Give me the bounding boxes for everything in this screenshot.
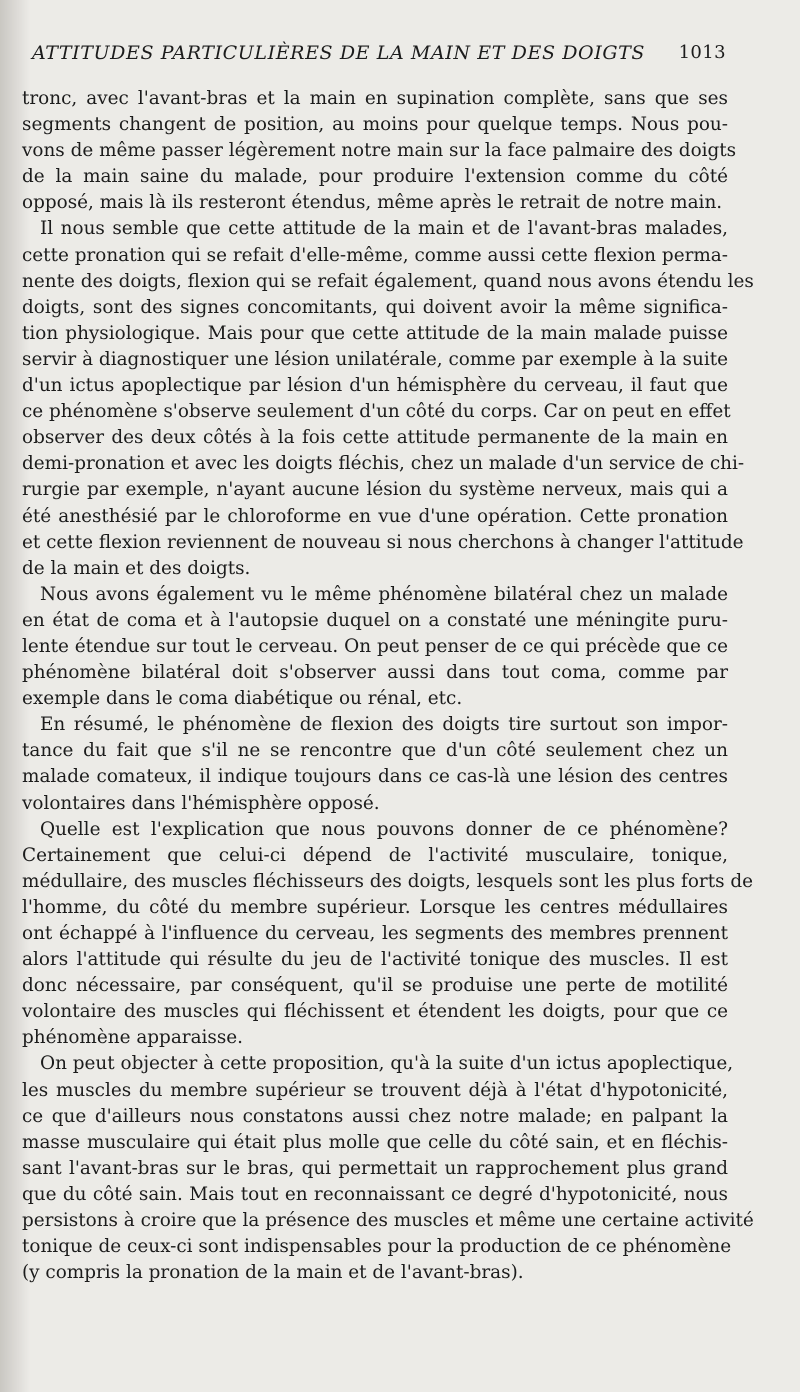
- text-line: donc nécessaire, par conséquent, qu'il se produise une perte de motilité: [22, 975, 728, 997]
- text-line: ce que d'ailleurs nous constatons aussi chez notre malade; en palpant la: [22, 1105, 728, 1127]
- text-line: tonique de ceux-ci sont indispensables pour la production de ce phénomène: [22, 1236, 732, 1258]
- text-line: Certainement que celui-ci dépend de l'activité musculaire, tonique,: [22, 844, 728, 866]
- paragraph-first-line: Nous avons également vu le même phénomène bilatéral chez un malade: [40, 583, 728, 605]
- text-line: volontaire des muscles qui fléchissent et étendent les doigts, pour que ce: [22, 1001, 728, 1023]
- paragraph-first-line: On peut objecter à cette proposition, qu'à la suite d'un ictus apoplectique,: [40, 1053, 734, 1075]
- paragraph-first-line: En résumé, le phénomène de flexion des doigts tire surtout son impor-: [40, 714, 728, 736]
- text-line: l'homme, du côté du membre supérieur. Lorsque les centres médullaires: [22, 896, 728, 918]
- text-line: été anesthésié par le chloroforme en vue d'une opération. Cette pronation: [22, 505, 728, 527]
- text-line: masse musculaire qui était plus molle que celle du côté sain, et en fléchis-: [22, 1131, 728, 1153]
- paragraph-first-line: Il nous semble que cette attitude de la main et de l'avant-bras malades,: [40, 218, 728, 240]
- text-line: volontaires dans l'hémisphère opposé.: [22, 792, 380, 814]
- text-line: malade comateux, il indique toujours dans ce cas-là une lésion des centres: [22, 766, 728, 788]
- text-line: les muscles du membre supérieur se trouvent déjà à l'état d'hypotonicité,: [22, 1079, 728, 1101]
- text-line: (y compris la pronation de la main et de l'avant-bras).: [22, 1262, 524, 1284]
- text-line: de la main et des doigts.: [22, 557, 251, 579]
- paragraph-first-line: Quelle est l'explication que nous pouvons donner de ce phénomène?: [40, 818, 728, 840]
- text-line: tance du fait que s'il ne se rencontre que d'un côté seulement chez un: [22, 740, 728, 762]
- text-line: opposé, mais là ils resteront étendus, même après le retrait de notre main.: [22, 192, 723, 214]
- text-line: de la main saine du malade, pour produire l'extension comme du côté: [22, 166, 728, 188]
- text-line: demi-pronation et avec les doigts fléchis, chez un malade d'un service de chi-: [22, 453, 745, 475]
- text-line: ont échappé à l'influence du cerveau, les segments des membres prennent: [22, 923, 728, 944]
- page-number: 1013: [678, 42, 726, 63]
- text-line: médullaire, des muscles fléchisseurs des doigts, lesquels sont les plus forts de: [22, 870, 754, 892]
- running-header-title: ATTITUDES PARTICULIÈRES DE LA MAIN ET DES DOIGTS: [32, 42, 646, 64]
- text-line: rurgie par exemple, n'ayant aucune lésion du système nerveux, mais qui a: [22, 479, 728, 501]
- text-line: servir à diagnostiquer une lésion unilatérale, comme par exemple à la suite: [22, 348, 728, 370]
- text-line: lente étendue sur tout le cerveau. On peut penser de ce qui précède que ce: [22, 635, 728, 657]
- text-line: tion physiologique. Mais pour que cette attitude de la main malade puisse: [22, 322, 728, 344]
- text-line: alors l'attitude qui résulte du jeu de l'activité tonique des muscles. Il est: [22, 949, 728, 971]
- text-line: doigts, sont des signes concomitants, qui doivent avoir la même significa-: [22, 296, 728, 318]
- text-line: vons de même passer légèrement notre main sur la face palmaire des doigts: [22, 140, 737, 162]
- text-line: cette pronation qui se refait d'elle-même, comme aussi cette flexion perma-: [22, 244, 728, 266]
- text-line: persistons à croire que la présence des muscles et même une certaine activité: [22, 1210, 754, 1232]
- text-line: nente des doigts, flexion qui se refait également, quand nous avons étendu les: [22, 270, 754, 292]
- text-line: segments changent de position, au moins pour quelque temps. Nous pou-: [22, 114, 728, 136]
- text-line: d'un ictus apoplectique par lésion d'un hémisphère du cerveau, il faut que: [22, 375, 728, 397]
- text-line: en état de coma et à l'autopsie duquel on a constaté une méningite puru-: [22, 609, 728, 631]
- text-line: sant l'avant-bras sur le bras, qui permettait un rapprochement plus grand: [22, 1157, 728, 1179]
- text-line: exemple dans le coma diabétique ou rénal, etc.: [22, 688, 463, 710]
- text-line: phénomène bilatéral doit s'observer aussi dans tout coma, comme par: [22, 662, 728, 684]
- text-line: tronc, avec l'avant-bras et la main en supination complète, sans que ses: [22, 88, 728, 109]
- running-header: [32, 42, 726, 74]
- text-line: observer des deux côtés à la fois cette attitude permanente de la main en: [22, 427, 728, 449]
- text-line: et cette flexion reviennent de nouveau si nous cherchons à changer l'attitude: [22, 531, 744, 553]
- text-line: ce phénomène s'observe seulement d'un côté du corps. Car on peut en effet: [22, 401, 731, 423]
- text-line: phénomène apparaisse.: [22, 1027, 244, 1049]
- text-line: que du côté sain. Mais tout en reconnaissant ce degré d'hypotonicité, nous: [22, 1183, 728, 1205]
- body-text: [22, 86, 754, 1286]
